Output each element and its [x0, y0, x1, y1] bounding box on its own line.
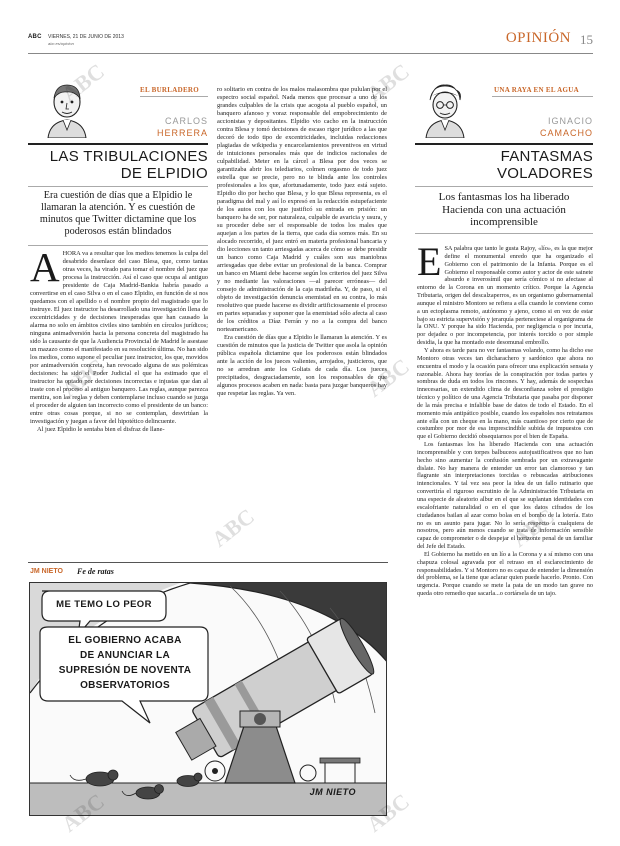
site-url[interactable]: abc.es/opinion	[48, 41, 74, 46]
left-subhead-rule-top	[28, 186, 208, 187]
cartoon-byline: JM NIETO	[30, 568, 63, 575]
cartoon-bubble-2-line: DE ANUNCIAR LA	[80, 650, 170, 661]
cartoon-bubble-2-line: SUPRESIÓN DE NOVENTA	[58, 665, 192, 676]
left-article-column-2	[217, 86, 387, 554]
right-col-text: Y ahora es tarde para no ver fantasmas volando, como ha dicho ese Montoro otras veces tan dicharachero y sardónico que ahora no encuentra el modo y la ocasión para ofrecer una explicación sensata y razonable. Ahora hay teorías de la conspiración por todas partes y sombras de duda en todos los rincones. Y hay, además de sospechas innecesarias, un extendido clima de desconfianza sobre el prestigio técnico y político de una Agencia Tributaria que pasaba por disponer de la más precisa e infalible base de datos de todo el Estado. En el momento más antipático posible, cuando los españoles nos retratamos ante ella con un cheque en la mano, más cuantioso por cierto que de costumbre por mor de esa imprescindible subida de impuestos con que el Gobierno decidió obsequiarnos por el bien de España.	[417, 346, 593, 441]
cartoon-bubble-2	[46, 633, 204, 693]
cartoon-bubble-2-line: EL GOBIERNO ACABA	[68, 635, 182, 646]
left-article-column-1	[30, 250, 208, 556]
right-col-text: El Gobierno ha metido en un lío a la Corona y a sí mismo con una chapuza colosal agravada por el retraso en el esclarecimiento de responsabilidades. Y si Montoro no es capaz de entender la dimensión del problema, se la tiene que aclarar quien puede hacerlo. Pronto. Con urgencia. Porque cuando se mete la pata de un modo tan grave no queda otro remedio que sacarla...o cortársela de un tajo.	[417, 550, 593, 598]
right-subhead-rule-bottom	[415, 233, 593, 234]
abc-watermark: ABC	[206, 503, 259, 552]
abc-watermark: ABC	[506, 503, 559, 552]
cartoon-bubble-2-line: OBSERVATORIOS	[80, 680, 170, 691]
right-headline-line: VOLADORES	[496, 165, 593, 182]
right-author-last-name: CAMACHO	[539, 128, 593, 138]
abc-watermark: ABC	[56, 353, 109, 402]
cartoon-bubble-1: ME TEMO LO PEOR	[56, 599, 152, 610]
left-headline-line: DE ELPIDIO	[120, 165, 208, 182]
right-article-column	[417, 245, 593, 830]
left-author-last-name: HERRERA	[156, 128, 208, 138]
left-headline-line: LAS TRIBULACIONES	[49, 148, 208, 165]
right-col-text: Los fantasmas los ha liberado Hacienda con una actuación incomprensible y con torpes balbuceos autojustificativos que no han hecho sino aumentar la confusión sembrada por un extravagante dislate. No hay manera de entender un error tan clamoroso y tan flagrante sin interpretaciones torcidas o rebuscadas atribuciones intencionales. Y tal vez sea peor la idea de un fallo rutinario que convertiría el riguroso escrutinio de la Administración Tributaria en una especie de aleatorio albur en el que se suplantan identidades con escalofriante naturalidad o en el que los datos cifrados de los ciudadanos bailan al azar como bolas en el bombo de la lotería. Esto no es un asunto para jugar. No lo sería respecto a cualquiera de nosotros, pero aún menos cuando se trata de información sensible capaz de comprometer o de despejar el horizonte penal de un familiar del Jefe del Estado.	[417, 441, 593, 551]
right-subhead-rule-top	[415, 186, 593, 187]
right-subhead: Los fantasmas los ha liberado Hacienda con una actuación incomprensible	[438, 191, 570, 228]
abc-watermark: ABC	[361, 788, 414, 837]
page-header	[28, 30, 593, 52]
kicker-rule	[140, 96, 208, 97]
left-col1-text: HORA va a resultar que los medios tenemos la culpa del desabrido desenlace del caso Blesa, que, como tantas otras veces, ha virado para tomar el nombre del juez que procesa la instrucción. Así el caso que ocupa al antiguo presidente de Caja Madrid-Bankia habría pasado a convertirse en el caso Silva o en el caso Elpidio, en función de si nos quedamos con el apellido o el nombre propio del magistrado que lo instruye. El juez instructor ha desarrollado una investigación llena de excentricidades y de decisiones inesperadas que han causado la alarma no solo en ámbitos civiles sino también en círculos jurídicos; ninguna animadversión hacia la persona concreta del magistrado ha sido la causante de que la Audiencia Provincial de Madrid le asestase un mazazo como el manifestado en su resolución última. No han sido los medios, como supone el peculiar juez instructor, los que, movidos por animadversión concreta, han revocado alguna de sus polémicas decisiones: ha sido el Poder Judicial el que ha estimado que el instructor ha optado por decisiones incorrectas e injustas que dan al traste con el proceso al antiguo banquero. Las reglas, aunque parezca mentira, son las reglas y deben contemplarse incluso cuando se juzga el proceder de alguien tan incorrecto como el presidente de un banco: entre otras cosas porque, si no se contemplan, desvirtúan la investigación y juegan a favor del hipotético delincuente.	[30, 250, 208, 425]
right-col-text: SA palabra que tanto le gusta Rajoy, «lío», es la que mejor define el monumental enredo que ha organizado el Gobierno con el patrimonio de la Infanta. Porque es el Gobierno el responsable como autor y actor de este sainete absurdo e inverosímil que sería cómico si no afectase al entorno de la Corona en un momento crítico. Porque la Agencia Tributaria, origen del descalzaperros, es un organismo gubernamental aunque el ministro Montoro se refiera a ella cuando le conviene como a un ectoplasma remoto, autónomo y ajeno, como si en vez de estar bajo su estricta supervisión y jerarquía perteneciese al organigrama de la ONU. Y porque ha sido Hacienda, por negligencia o por incuria, por dejadez o por incompetencia, por interés torcido o por simple desidia, la que ha montado este desomunal embrollo.	[417, 245, 593, 347]
observatory-cartoon-illustration-icon	[30, 583, 387, 816]
masthead: ABC	[28, 34, 42, 40]
left-headline	[28, 148, 208, 182]
issue-date: VIERNES, 21 DE JUNIO DE 2013	[48, 34, 124, 40]
right-headline-rule	[415, 143, 593, 145]
left-column-kicker: EL BURLADERO	[140, 86, 200, 94]
left-headline-rule	[28, 143, 208, 145]
left-subhead-rule-bottom	[28, 245, 208, 246]
right-drop-cap: E	[417, 245, 442, 284]
header-rule	[28, 53, 593, 54]
right-headline	[415, 148, 593, 182]
left-drop-cap: A	[30, 250, 60, 290]
cartoon-panel	[29, 582, 387, 816]
section-title: OPINIÓN	[505, 30, 571, 46]
abc-watermark: ABC	[361, 58, 414, 107]
page-number: 15	[580, 32, 593, 47]
cartoon-signature: JM NIETO	[309, 787, 356, 797]
ignacio-camacho-caricature-icon	[422, 84, 468, 138]
left-subhead: Era cuestión de días que a Elpidio le llamaran la atención. Y es cuestión de minutos que Twitter dictamine que los poderosos están blindados	[39, 190, 197, 237]
right-headline-line: FANTASMAS	[500, 148, 593, 165]
right-author-first-name: IGNACIO	[547, 116, 593, 126]
left-author-first-name: CARLOS	[164, 116, 208, 126]
right-column-kicker: UNA RAYA EN EL AGUA	[494, 86, 579, 94]
abc-watermark: ABC	[56, 58, 109, 107]
abc-watermark: ABC	[361, 353, 414, 402]
right-kicker-rule	[492, 96, 593, 97]
carlos-herrera-caricature-icon	[42, 80, 92, 138]
left-col2-text-2: Era cuestión de días que a Elpidio le llamaran la atención. Y es cuestión de minutos que la justicia de Twitter que asola la opinión pública española dictamine que los poderosos están blindados ante la acción de los jueces valientes, arrojados, justicieros, que no se arredran ante los Goliats de cada día. Los jueces precipitados, desgraciadamente, son los responsables de que algunos procesos acaben en nada: basta para juzgar banqueros hay que respetar las reglas. Ya ven.	[217, 334, 387, 397]
cartoon-title: Fe de ratas	[77, 567, 114, 576]
left-col2-text: ro solitario en contra de los malos malasombra que pululan por el espectro social español. Nada menos que procesar a uno de los grandes culpables de la crisis que acogota al pueblo español, un banquero afanoso y voraz responsable del empobrecimiento de accionistas y depositantes. Elpidio vio cacho en la instrucción contra Blesa y tomó decisiones de escaso rigor jurídico a las que decoró de todo tipo de excentricidades, incluidas redacciones plagiadas de wikipedia y encarcelamientos preventivos en virtud de intuiciones personales más que de indicios racionales de culpabilidad. Meter en la cárcel a Blesa por dos veces se garantizaba abrir los telediarios, colmen orgasmo de todo juez estrella que se precie, pero no te blinda ante los controles profesionales a los que, afortunadamente, todo juez está sujeto. Elpidio dio por hecho que Blesa, y lo que Blesa representa, es el paradigma del mal y así lo expresó en la redacción estupefaciente de los autos con los que justificó su entrada en prisión: un banquero ha de ser, por naturaleza, culpable de avaricia y usura, y su proceder debe ser el responsable de todos los males que aquejan a los partes de la tierra, que cada día somos más. En su alocado recorrido, el juez entró en materia profesional bancaria y dio lecciones un tanto arriesgadas acerca de cómo se debe presidir un banco como Caja Madrid y cuáles son sus maniobras arriesgadas que debe evitar un profesional de la banca. Comprar un banco en Miami debe hacerse según los criterios del juez Silva y no mediante las valoraciones —al parecer erróneas— del consejo de administración de la caja madrileña. Y, de paso, si el objeto de investigación denuncia enemistad en su contra, lo más resolutivo que puede hacerse es dividir artificiosamente el proceso en partes separadas y suponer que la enemistad sólo afecta al caso de los créditos a Díaz Ferrán y no a la compra del banco norteamericano.	[217, 86, 387, 333]
cartoon-rule	[28, 562, 388, 563]
left-col1-last: Al juez Elpidio le sentaba bien el disfraz de llane-	[37, 426, 165, 433]
